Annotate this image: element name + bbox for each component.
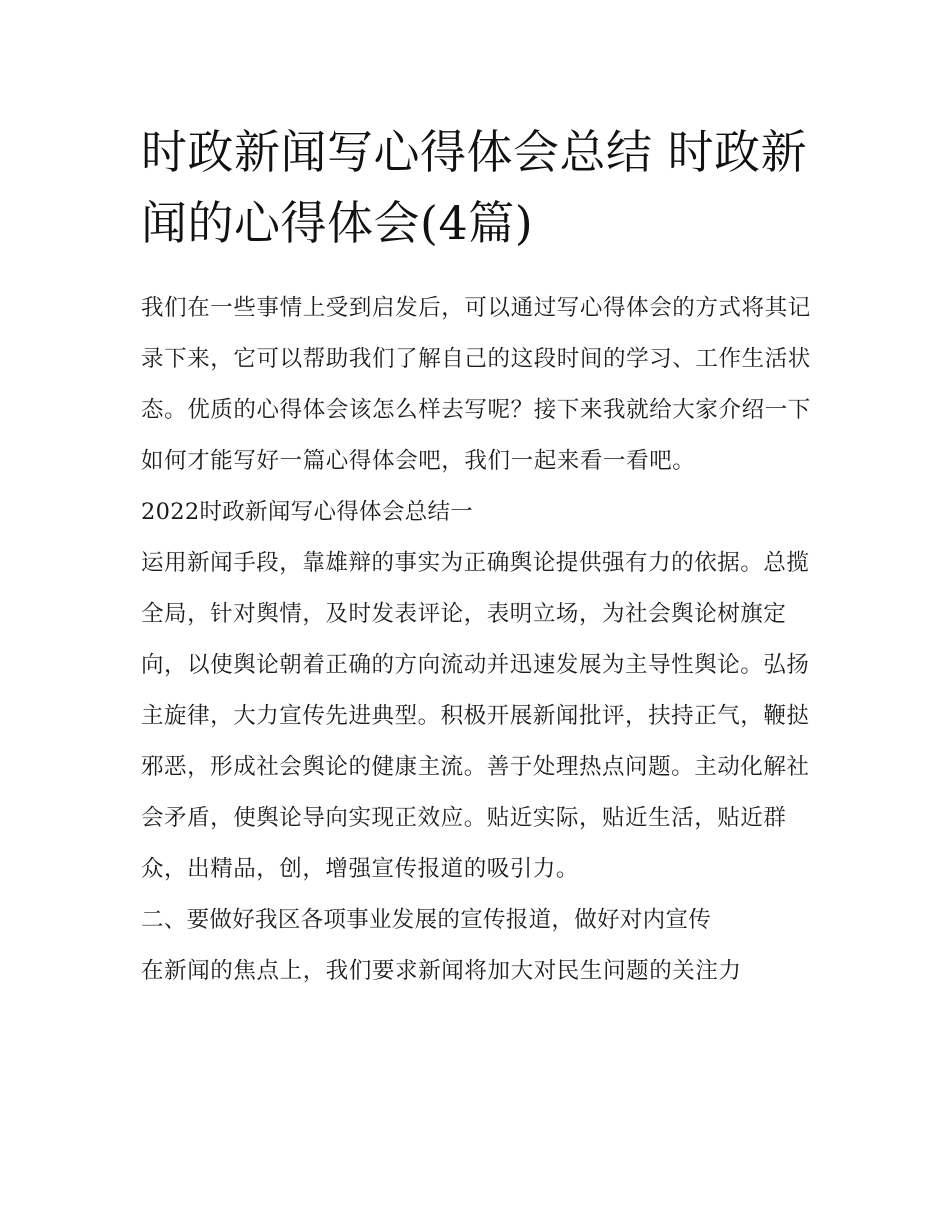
document-page [141, 0, 813, 997]
document-title: 时政新闻写心得体会总结 时政新闻的心得体会(4篇) [141, 125, 808, 250]
intro-paragraph: 我们在一些事情上受到启发后，可以通过写心得体会的方式将其记录下来，它可以帮助我们了解自己的这段时间的学习、工作生活状态。优质的心得体会该怎么样去写呢？接下来我就给大家介绍一下如何才能写好一篇心得体会吧，我们一起来看一看吧。 [141, 295, 811, 474]
subheading: 二、要做好我区各项事业发展的宣传报道，做好对内宣传 [141, 907, 712, 933]
section-body-paragraph: 运用新闻手段，靠雄辩的事实为正确舆论提供强有力的依据。总揽全局，针对舆情，及时发表评论，表明立场，为社会舆论树旗定向，以使舆论朝着正确的方向流动并迅速发展为主导性舆论。弘扬主旋律，大力宣传先进典型。积极开展新闻批评，扶持正气，鞭挞邪恶，形成社会舆论的健康主流。善于处理热点问题。主动化解社会矛盾，使舆论导向实现正效应。贴近实际，贴近生活，贴近群众，出精品，创，增强宣传报道的吸引力。 [141, 550, 810, 882]
body-paragraph-continued: 在新闻的焦点上，我们要求新闻将加大对民生问题的关注力 [141, 958, 742, 984]
section-title: 2022时政新闻写心得体会总结一 [141, 499, 474, 525]
